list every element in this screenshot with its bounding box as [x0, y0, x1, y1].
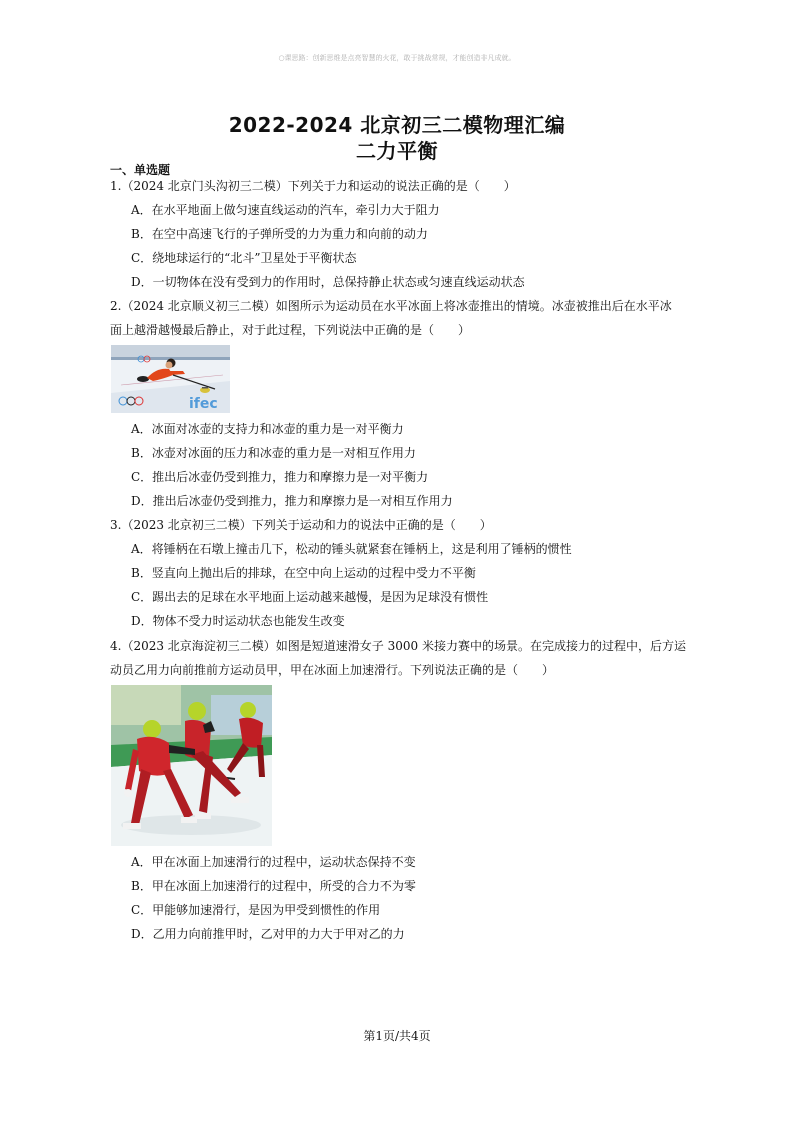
question-2-stem: 2.（2024 北京顺义初三二模）如图所示为运动员在水平冰面上将冰壶推出的情境。冰壶被推出后在水平冰: [110, 299, 672, 313]
question-4-option-b: B．甲在冰面上加速滑行的过程中，所受的合力不为零: [131, 879, 416, 893]
page-title: 2022-2024 北京初三二模物理汇编: [228, 113, 566, 137]
question-3-stem: 3.（2023 北京初三二模）下列关于运动和力的说法中正确的是（ ）: [110, 518, 492, 532]
section-heading: 一、单选题: [110, 163, 171, 177]
question-3-option-c: C．踢出去的足球在水平地面上运动越来越慢，是因为足球没有惯性: [131, 590, 489, 604]
page-footer: 第1页/共4页: [363, 1029, 431, 1043]
question-3-option-a: A．将锤柄在石墩上撞击几下，松动的锤头就紧套在锤柄上，这是利用了锤柄的惯性: [131, 542, 572, 556]
question-4-option-c: C．甲能够加速滑行，是因为甲受到惯性的作用: [131, 903, 381, 917]
question-2-stem-cont: 面上越滑越慢最后静止，对于此过程，下列说法中正确的是（ ）: [110, 323, 471, 337]
question-2-option-d: D．推出后冰壶仍受到推力，推力和摩擦力是一对相互作用力: [131, 494, 453, 508]
question-1-option-a: A．在水平地面上做匀速直线运动的汽车，牵引力大于阻力: [131, 203, 440, 217]
watermark: ○课思路：创新思维是点亮智慧的火花，敢于挑战常规，才能创造非凡成就。: [278, 54, 516, 62]
question-4-stem-cont: 动员乙用力向前推前方运动员甲，甲在冰面上加速滑行。下列说法正确的是（ ）: [110, 663, 555, 677]
question-1-stem: 1.（2024 北京门头沟初三二模）下列关于力和运动的说法正确的是（ ）: [110, 179, 516, 193]
page-subtitle: 二力平衡: [356, 139, 438, 163]
svg-text:ifec: ifec: [189, 396, 218, 412]
question-2-option-c: C．推出后冰壶仍受到推力，推力和摩擦力是一对平衡力: [131, 470, 429, 484]
question-4-stem: 4.（2023 北京海淀初三二模）如图是短道速滑女子 3000 米接力赛中的场景。在完成接力的过程中，后方运: [110, 639, 686, 653]
question-3-option-b: B．竖直向上抛出后的排球，在空中向上运动的过程中受力不平衡: [131, 566, 476, 580]
question-2-option-a: A．冰面对冰壶的支持力和冰壶的重力是一对平衡力: [131, 422, 404, 436]
question-3-option-d: D．物体不受力时运动状态也能发生改变: [131, 614, 345, 628]
question-1-option-b: B．在空中高速飞行的子弹所受的力为重力和向前的动力: [131, 227, 428, 241]
question-2-option-b: B．冰壶对冰面的压力和冰壶的重力是一对相互作用力: [131, 446, 416, 460]
question-4-option-d: D．乙用力向前推甲时，乙对甲的力大于甲对乙的力: [131, 927, 405, 941]
question-4-option-a: A．甲在冰面上加速滑行的过程中，运动状态保持不变: [131, 855, 416, 869]
speed-skating-photo: [111, 685, 272, 846]
question-1-option-d: D．一切物体在没有受到力的作用时，总保持静止状态或匀速直线运动状态: [131, 275, 525, 289]
curling-photo: [111, 345, 230, 413]
question-1-option-c: C．绕地球运行的“北斗”卫星处于平衡状态: [131, 251, 357, 265]
